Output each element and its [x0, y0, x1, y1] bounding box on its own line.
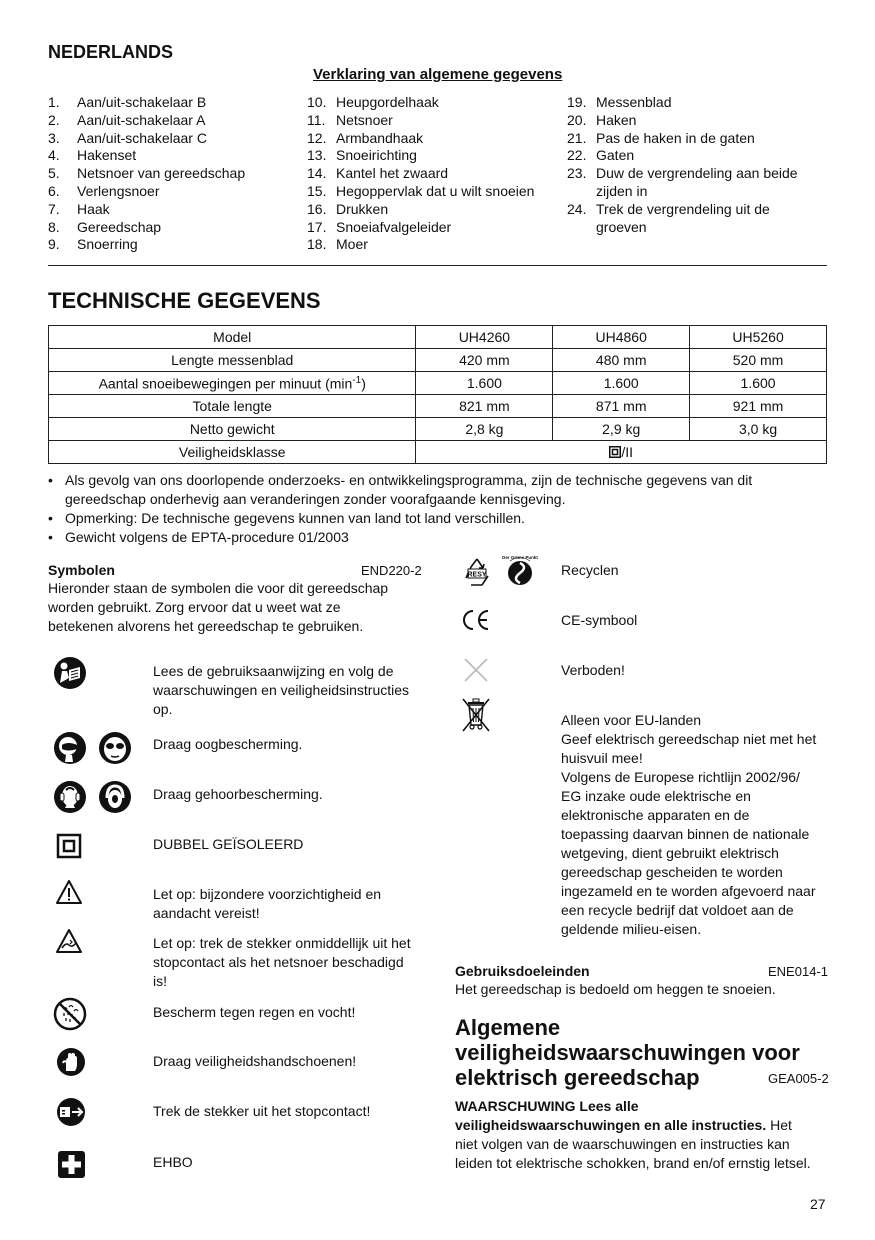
symbol-description: Bescherm tegen regen en vocht! [153, 1004, 356, 1020]
recycle-icon [460, 556, 494, 588]
parts-item: 6. Verlengsnoer [48, 182, 160, 199]
spec-value: 1.600 [553, 372, 690, 395]
parts-item: 4. Hakenset [48, 147, 137, 164]
usage-heading: Gebruiksdoeleinden [455, 963, 590, 979]
parts-item: 2. Aan/uit-schakelaar A [48, 111, 206, 128]
parts-item: 3. Aan/uit-schakelaar C [48, 129, 207, 146]
language-heading: NEDERLANDS [48, 42, 174, 62]
general-safety-title: Algemene veiligheidswaarschuwingen voor elektrisch gereedschap [455, 1015, 800, 1090]
parts-item: 13. Snoeirichting [307, 147, 417, 164]
spec-label: Netto gewicht [49, 418, 416, 441]
page-number: 27 [810, 1196, 826, 1212]
parts-item: 10. Heupgordelhaak [307, 94, 439, 110]
symbols-heading: Symbolen [48, 562, 115, 578]
ear-protection-icon [53, 780, 87, 814]
spec-value: 1.600 [416, 372, 553, 395]
parts-item-continuation: groeven [596, 218, 647, 235]
symbol-description: Draag gehoorbescherming. [153, 786, 323, 802]
safety-class-value: /II [416, 441, 827, 464]
parts-item: 14. Kantel het zwaard [307, 165, 449, 182]
ce-mark-icon [461, 608, 491, 632]
declaration-title: Verklaring van algemene gegevens [313, 66, 563, 83]
symbols-code: END220-2 [361, 563, 422, 578]
spec-label: Totale lengte [49, 395, 416, 418]
parts-item: 5. Netsnoer van gereedschap [48, 165, 246, 182]
parts-item: 12. Armbandhaak [307, 129, 424, 146]
parts-item: 16. Drukken [307, 200, 389, 217]
forbidden-icon [462, 656, 490, 684]
spec-value: 3,0 kg [690, 418, 827, 441]
list-item: • Opmerking: De technische gegevens kunnen van land tot land verschillen. [48, 510, 525, 526]
recycle-label: RESY [467, 571, 487, 579]
read-manual-icon [53, 656, 87, 690]
double-insulated-icon [609, 446, 621, 458]
spec-label: Aantal snoeibewegingen per minuut $(\min^{-1})$ [49, 372, 416, 395]
parts-item: 11. Netsnoer [307, 111, 393, 128]
parts-item: 18. Moer [307, 236, 368, 253]
green-dot-text: Der Grüne Punkt [502, 555, 538, 560]
table-row [49, 372, 827, 395]
earmuffs-icon [98, 780, 132, 814]
unplug-icon [56, 1097, 86, 1127]
spec-value: 420 mm [416, 349, 553, 372]
first-aid-icon [58, 1151, 85, 1178]
table-row [49, 418, 827, 441]
spec-value: 921 mm [690, 395, 827, 418]
spec-value: 2,8 kg [416, 418, 553, 441]
green-dot-icon [502, 553, 538, 589]
spec-value: 821 mm [416, 395, 553, 418]
parts-item: 21. Pas de haken in de gaten [567, 129, 755, 146]
symbol-description: Recyclen [561, 562, 619, 578]
parts-item: 24. Trek de vergrendeling uit de [567, 200, 770, 217]
gloves-icon [56, 1047, 86, 1077]
spec-table [48, 325, 827, 464]
list-item-continuation: gereedschap onderhevig aan veranderingen zonder voorafgaande kennisgeving. [65, 491, 566, 507]
symbol-description: Let op: trek de stekker onmiddellijk uit het stopcontact als het netsnoer beschadigd is! [153, 935, 411, 989]
double-insulated-icon [56, 833, 82, 859]
parts-column-2 [307, 94, 534, 254]
goggles-icon [53, 731, 87, 765]
symbol-description: Draag oogbescherming. [153, 736, 303, 752]
spec-value: 1.600 [690, 372, 827, 395]
parts-item: 17. Snoeiafvalgeleider [307, 218, 452, 235]
table-row [49, 326, 827, 349]
parts-item: 23. Duw de vergrendeling aan beide [567, 165, 798, 182]
table-row [49, 395, 827, 418]
parts-item: 8. Gereedschap [48, 218, 162, 235]
usage-code: ENE014-1 [768, 964, 828, 979]
eye-protection-icon [98, 731, 132, 765]
table-row [49, 349, 827, 372]
spec-model: UH4260 [416, 326, 553, 349]
warning-text: WAARSCHUWING Lees alle veiligheidswaarschuwingen en alle instructies. Het niet volgen van de waarschuwingen en instructies kan leiden tot elektrische schokken, brand en/of ernstig letsel. [455, 1098, 811, 1171]
spec-value: 871 mm [553, 395, 690, 418]
parts-item: 1. Aan/uit-schakelaar B [48, 94, 207, 110]
symbol-description: CE-symbool [561, 612, 638, 628]
no-rain-icon [53, 997, 87, 1031]
spec-model: UH5260 [690, 326, 827, 349]
parts-item: 9. Snoerring [48, 236, 138, 253]
table-row [49, 441, 827, 464]
parts-item-continuation: zijden in [596, 182, 648, 199]
symbol-description: Verboden! [561, 662, 625, 678]
symbols-intro: Hieronder staan de symbolen die voor dit gereedschap worden gebruikt. Zorg ervoor dat u weet wat ze betekenen alvorens het gereedschap te gebruiken. [48, 580, 389, 634]
damaged-cord-icon [55, 928, 83, 954]
symbol-description: Alleen voor EU-landen Geef elektrisch gereedschap niet met het huisvuil mee! Volgens de Europese richtlijn 2002/96/ EG inzake oude elektrische en elektronische apparaten en de toepassing daarvan binnen de nationale wetgeving, dient gebruikt elektrisch gereedschap gescheiden te worden ingezameld en te worden afgevoerd naar een recycle bedrijf dat voldoet aan de geldende milieu-eisen. [561, 712, 817, 937]
spec-value: 2,9 kg [553, 418, 690, 441]
list-item: • Gewicht volgens de EPTA-procedure 01/2003 [48, 529, 349, 545]
general-safety-code: GEA005-2 [768, 1071, 829, 1086]
symbol-description: Lees de gebruiksaanwijzing en volg de waarschuwingen en veiligheidsinstructies op. [153, 663, 410, 717]
wheelie-bin-icon [460, 697, 492, 733]
parts-item: 7. Haak [48, 200, 110, 217]
spec-label: Veiligheidsklasse [49, 441, 416, 464]
spec-value: 520 mm [690, 349, 827, 372]
tech-title: TECHNISCHE GEGEVENS [48, 288, 321, 313]
parts-item: 22. Gaten [567, 147, 635, 164]
parts-column-3 [567, 94, 798, 236]
tech-notes [48, 471, 828, 547]
spec-value: 480 mm [553, 349, 690, 372]
usage-text: Het gereedschap is bedoeld om heggen te snoeien. [455, 981, 776, 997]
list-item: • Als gevolg van ons doorlopende onderzoeks- en ontwikkelingsprogramma, zijn de technische gegevens van dit [48, 472, 753, 488]
parts-column-1 [48, 94, 245, 254]
divider [48, 265, 827, 266]
symbol-description: Draag veiligheidshandschoenen! [153, 1053, 357, 1069]
spec-label: Lengte messenblad [49, 349, 416, 372]
symbol-description: Let op: bijzondere voorzichtigheid en aandacht vereist! [153, 886, 382, 921]
parts-item: 15. Hegoppervlak dat u wilt snoeien [307, 182, 535, 199]
symbol-description: Trek de stekker uit het stopcontact! [153, 1103, 371, 1119]
symbol-description: DUBBEL GEÏSOLEERD [153, 836, 304, 852]
warning-triangle-icon [55, 879, 83, 905]
spec-model: UH4860 [553, 326, 690, 349]
spec-label: Model [49, 326, 416, 349]
parts-item: 20. Haken [567, 111, 637, 128]
parts-item: 19. Messenblad [567, 94, 672, 110]
symbol-description: EHBO [153, 1154, 193, 1170]
